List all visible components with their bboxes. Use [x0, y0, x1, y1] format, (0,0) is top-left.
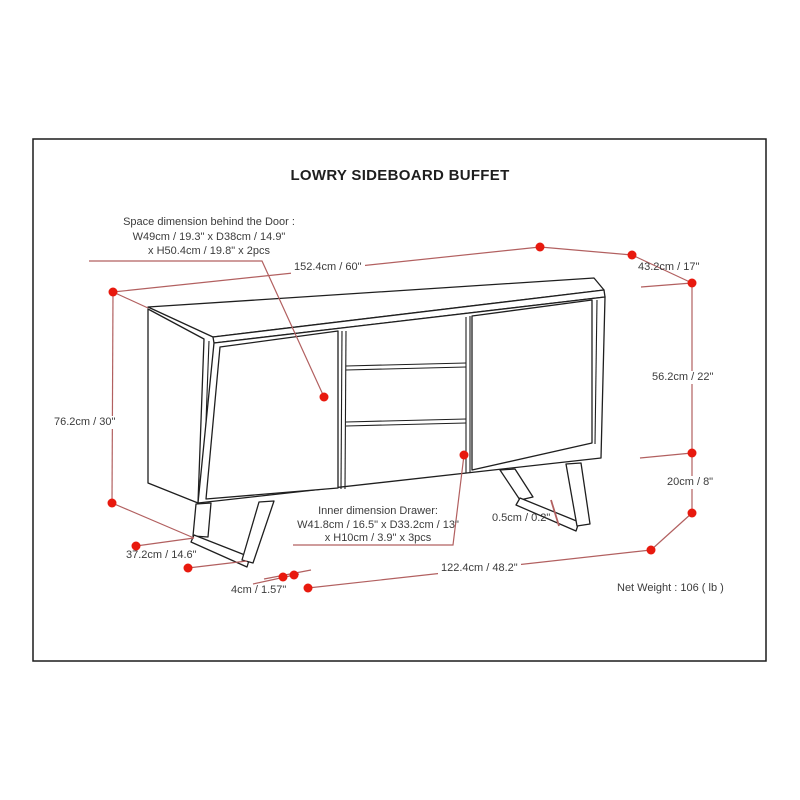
- dim-ext-mid-right: [640, 453, 692, 458]
- drawer-inner-line3: x H10cm / 3.9" x 3pcs: [324, 532, 432, 544]
- left-leg-front-strut: [193, 503, 211, 537]
- dot-leg-depth-front: [184, 564, 193, 573]
- dim-leader-leg-depth-a: [136, 538, 194, 546]
- dim-line-total-height: [112, 292, 113, 503]
- net-weight-label: Net Weight : 106 ( lb ): [617, 582, 724, 594]
- dim-label-leg-height: 20cm / 8": [664, 476, 716, 489]
- dot-bottom-left: [108, 499, 117, 508]
- dim-leader-leg-depth-b: [188, 561, 247, 568]
- page-title: LOWRY SIDEBOARD BUFFET: [290, 167, 510, 184]
- dot-right-top: [688, 279, 697, 288]
- dim-ext-bottom-left: [112, 503, 194, 538]
- dim-ext-top-left: [113, 292, 148, 308]
- left-leg-rear-strut: [242, 501, 274, 563]
- dim-label-glide: 0.5cm / 0.2": [492, 512, 551, 524]
- dot-leg-span-left: [304, 584, 313, 593]
- dim-label-leg-depth: 37.2cm / 14.6": [126, 549, 197, 561]
- dot-left-door: [320, 393, 329, 402]
- door-space-line1: Space dimension behind the Door :: [123, 216, 295, 228]
- cabinet-left-panel: [148, 309, 204, 503]
- dim-line-depth-a: [540, 247, 632, 255]
- dim-label-width: 152.4cm / 60": [291, 261, 365, 274]
- dot-leg-bar-b: [290, 571, 299, 580]
- dim-label-depth: 43.2cm / 17": [638, 261, 700, 273]
- dim-ext-bottom-right: [651, 513, 692, 550]
- dot-leg-span-right: [647, 546, 656, 555]
- dot-right-bottom: [688, 509, 697, 518]
- dot-leg-bar-a: [279, 573, 288, 582]
- right-door: [472, 300, 592, 470]
- door-space-line3: x H50.4cm / 19.8" x 2pcs: [148, 245, 270, 257]
- door-space-line2: W49cm / 19.3" x D38cm / 14.9": [132, 230, 286, 243]
- right-leg-front-strut: [500, 469, 533, 500]
- left-door: [206, 331, 338, 499]
- drawer-inner-line1: Inner dimension Drawer:: [318, 505, 438, 517]
- door-space-callout: [95, 215, 323, 259]
- dim-label-body-height: 56.2cm / 22": [649, 371, 716, 384]
- drawer-inner-line2: W41.8cm / 16.5" x D33.2cm / 13": [297, 518, 459, 531]
- dim-ext-top-right: [641, 283, 692, 287]
- dot-right-mid: [688, 449, 697, 458]
- drawer-inner-callout: [285, 505, 471, 546]
- dim-label-leg-span: 122.4cm / 48.2": [438, 562, 521, 575]
- dot-top-left: [109, 288, 118, 297]
- dim-leader-leg-bar-b: [264, 570, 311, 579]
- dot-width-end: [536, 243, 545, 252]
- right-leg-rear-strut: [566, 463, 590, 526]
- dim-label-total-height: 76.2cm / 30": [51, 416, 118, 429]
- dot-depth-start: [628, 251, 637, 260]
- dim-label-leg-bar: 4cm / 1.57": [231, 584, 287, 596]
- dot-bottom-drawer: [460, 451, 469, 460]
